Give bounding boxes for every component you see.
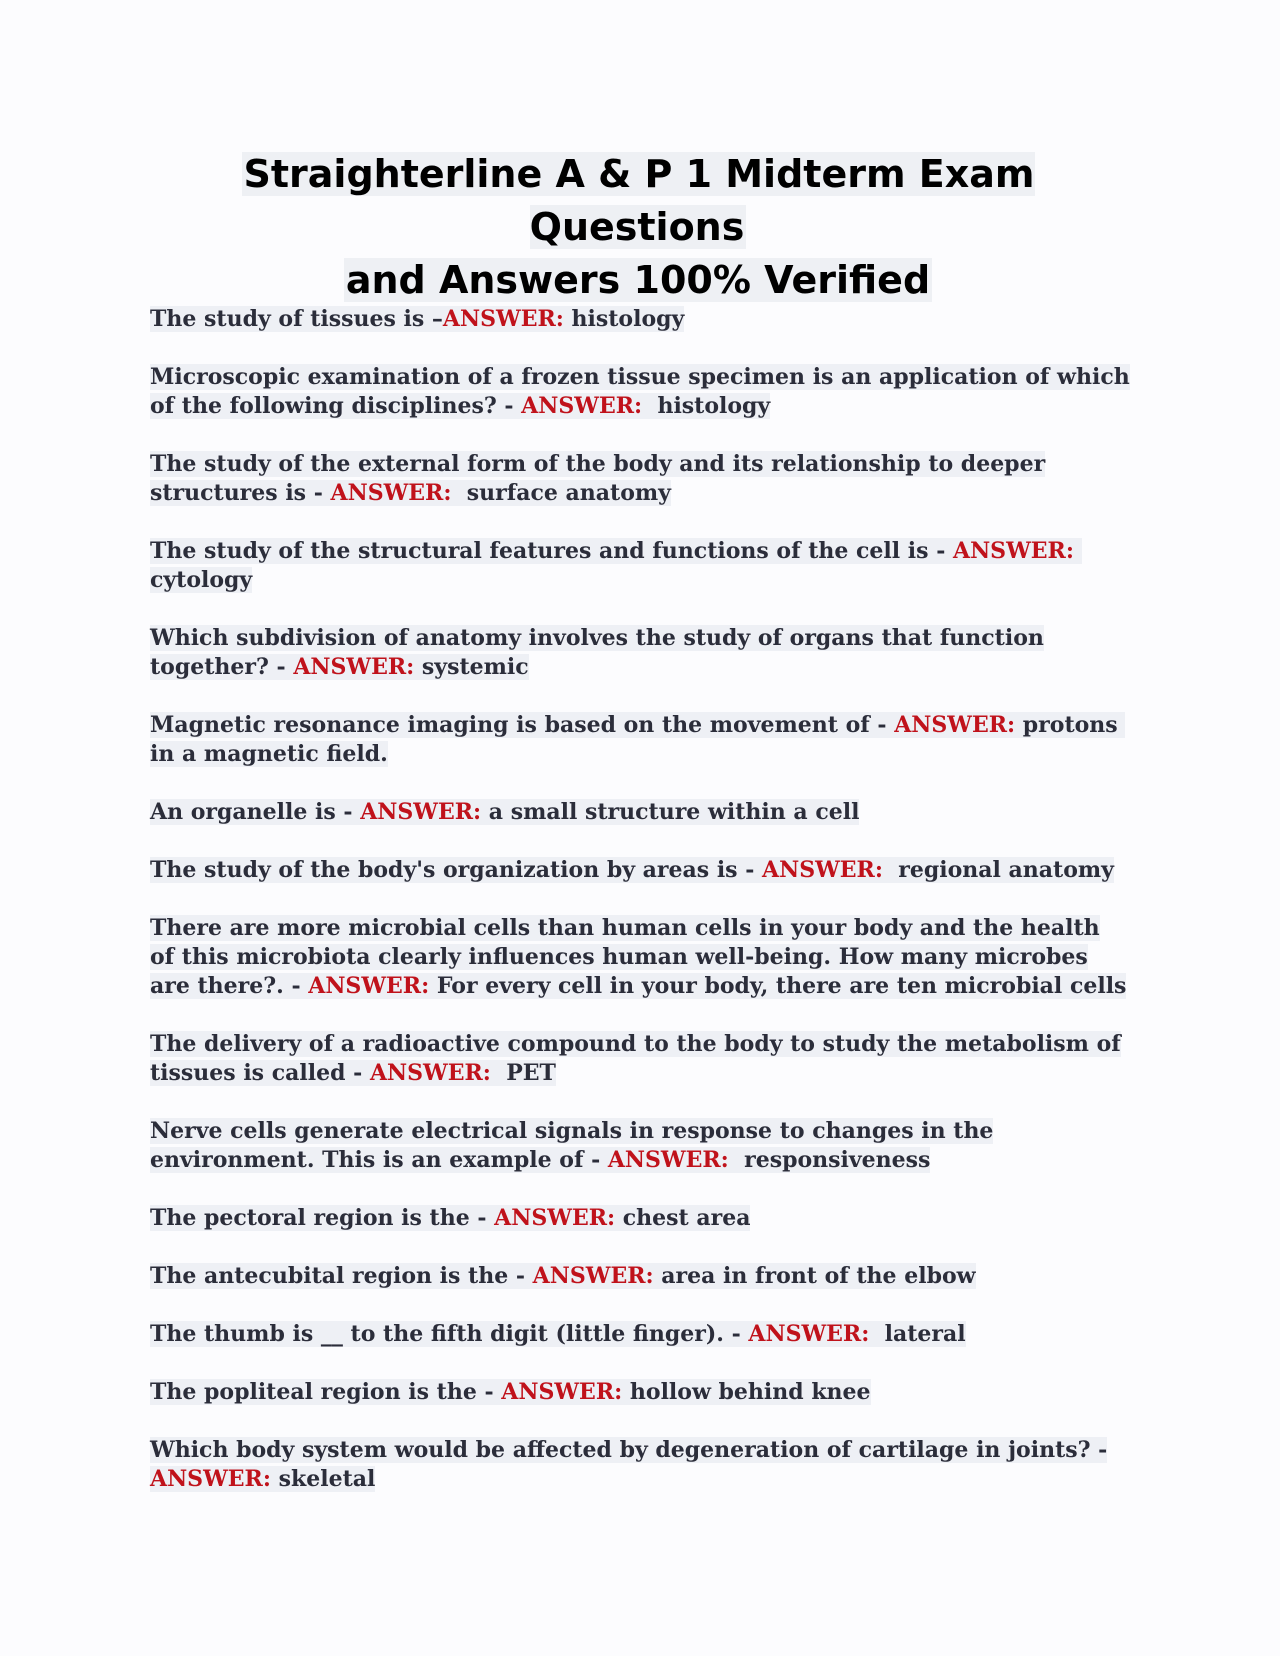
question-text: Magnetic resonance imaging is based on the movement of -: [150, 712, 895, 738]
question-text: There are more microbial cells than human cells in your body and the health of this microbiota clearly influences human well-being. How many microbes are there?. -: [150, 915, 1100, 999]
answer-text: lateral: [869, 1321, 966, 1347]
answer-text: skeletal: [270, 1466, 376, 1492]
answer-label: ANSWER:: [501, 1379, 623, 1405]
qa-highlight: [150, 1379, 871, 1405]
qa-item: [150, 798, 1130, 827]
answer-text: cytology: [150, 538, 1082, 593]
qa-item: [150, 450, 1130, 508]
qa-item: [150, 305, 1130, 334]
answer-text: surface anatomy: [451, 480, 671, 506]
qa-highlight: [150, 857, 1114, 883]
question-text: The pectoral region is the -: [150, 1205, 495, 1231]
qa-highlight: [150, 799, 859, 825]
answer-label: ANSWER:: [748, 1321, 870, 1347]
answer-text: histology: [642, 393, 771, 419]
question-text: Microscopic examination of a frozen tissue specimen is an application of which of the following disciplines? -: [150, 364, 1130, 419]
qa-item: [150, 914, 1130, 1001]
qa-highlight: [150, 915, 1126, 999]
qa-list: [150, 305, 1130, 1523]
answer-text: regional anatomy: [882, 857, 1114, 883]
question-text: The study of tissues is –: [150, 306, 443, 332]
question-text: Nerve cells generate electrical signals in response to changes in the environment. This is an example of -: [150, 1118, 994, 1173]
answer-text: area in front of the elbow: [653, 1263, 976, 1289]
answer-label: ANSWER:: [762, 857, 883, 883]
qa-item: [150, 1030, 1130, 1088]
answer-text: histology: [563, 306, 685, 332]
question-text: The thumb is __ to the fifth digit (little finger). -: [150, 1321, 749, 1347]
answer-label: ANSWER:: [894, 712, 1016, 738]
qa-item: [150, 1378, 1130, 1407]
answer-text: systemic: [414, 654, 529, 680]
qa-item: [150, 1436, 1130, 1494]
question-text: Which subdivision of anatomy involves the study of organs that function together? -: [150, 625, 1044, 680]
qa-highlight: [150, 306, 684, 332]
answer-label: ANSWER:: [442, 306, 564, 332]
qa-item: [150, 856, 1130, 885]
qa-item: [150, 1262, 1130, 1291]
qa-highlight: [150, 1205, 750, 1231]
qa-highlight: [150, 1263, 976, 1289]
answer-text: chest area: [615, 1205, 751, 1231]
answer-label: ANSWER:: [150, 1466, 271, 1492]
answer-label: ANSWER:: [308, 973, 430, 999]
question-text: The study of the structural features and functions of the cell is -: [150, 538, 953, 564]
answer-label: ANSWER:: [330, 480, 452, 506]
title-line-2: and Answers 100% Verified: [345, 258, 931, 302]
answer-label: ANSWER:: [369, 1060, 491, 1086]
qa-highlight: [150, 1437, 1107, 1492]
question-text: The study of the body's organization by areas is -: [150, 857, 763, 883]
qa-item: [150, 624, 1130, 682]
answer-text: protons in a magnetic field.: [150, 712, 1126, 767]
qa-highlight: [150, 1321, 966, 1347]
document-title: [150, 148, 1126, 307]
answer-text: For every cell in your body, there are ten microbial cells: [429, 973, 1127, 999]
question-text: The popliteal region is the -: [150, 1379, 502, 1405]
qa-highlight: [150, 712, 1125, 767]
answer-label: ANSWER:: [607, 1147, 729, 1173]
qa-highlight: [150, 364, 1130, 419]
qa-item: [150, 1320, 1130, 1349]
qa-item: [150, 711, 1130, 769]
answer-text: a small structure within a cell: [481, 799, 860, 825]
qa-highlight: [150, 451, 1045, 506]
qa-highlight: [150, 1031, 1121, 1086]
question-text: Which body system would be affected by degeneration of cartilage in joints? -: [150, 1437, 1108, 1463]
answer-label: ANSWER:: [532, 1263, 654, 1289]
question-text: An organelle is -: [150, 799, 361, 825]
qa-item: [150, 1117, 1130, 1175]
title-line-1: Straighterline A & P 1 Midterm Exam Questions: [243, 152, 1035, 249]
answer-label: ANSWER:: [293, 654, 415, 680]
answer-text: hollow behind knee: [622, 1379, 871, 1405]
answer-label: ANSWER:: [521, 393, 643, 419]
question-text: The delivery of a radioactive compound to the body to study the metabolism of tissues is called -: [150, 1031, 1121, 1086]
qa-highlight: [150, 1118, 993, 1173]
qa-item: [150, 363, 1130, 421]
qa-item: [150, 537, 1130, 595]
qa-item: [150, 1204, 1130, 1233]
qa-highlight: [150, 538, 1082, 593]
answer-label: ANSWER:: [953, 538, 1074, 564]
answer-label: ANSWER:: [360, 799, 482, 825]
answer-text: PET: [490, 1060, 556, 1086]
qa-highlight: [150, 625, 1044, 680]
question-text: The study of the external form of the body and its relationship to deeper structures is -: [150, 451, 1046, 506]
answer-label: ANSWER:: [494, 1205, 616, 1231]
answer-text: responsiveness: [728, 1147, 931, 1173]
question-text: The antecubital region is the -: [150, 1263, 533, 1289]
